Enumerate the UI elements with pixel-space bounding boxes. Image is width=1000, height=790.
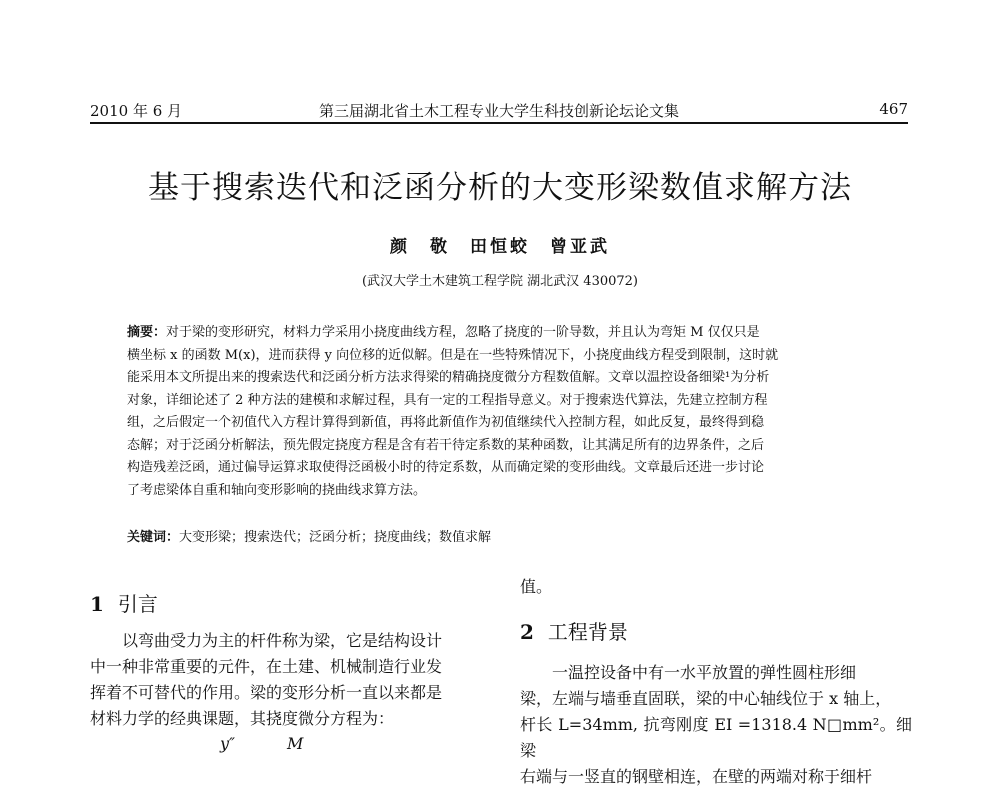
paper-authors: 颜 敬 田恒蛟 曾亚武 <box>390 237 610 257</box>
section-title: 工程背景 <box>547 620 628 644</box>
section-heading-introduction <box>90 588 486 618</box>
header-page-number: 467 <box>879 100 908 118</box>
abstract-line: 了考虑梁体自重和轴向变形影响的挠曲线求算方法。 <box>127 482 427 498</box>
right-column <box>520 574 912 790</box>
paper-affiliation: (武汉大学土木建筑工程学院 湖北武汉 430072) <box>361 274 639 289</box>
abstract-line: 对象，详细论述了 2 种方法的建模和求解过程，具有一定的工程指导意义。对于搜索迭代算法，先建立控制方程 <box>127 392 768 408</box>
section-title: 引言 <box>117 592 158 616</box>
paper-title: 基于搜索迭代和泛函分析的大变形梁数值求解方法 <box>148 170 852 206</box>
abstract-label: 摘要： <box>127 325 167 340</box>
section-heading-background <box>520 616 912 646</box>
abstract-line: 态解；对于泛函分析解法，预先假定挠度方程是含有若干待定系数的某种函数，让其满足所有的边界条件，之后 <box>127 437 765 453</box>
paragraph-line: 材料力学的经典课题，其挠度微分方程为： <box>90 709 395 728</box>
continuation-text: 值。 <box>520 577 553 596</box>
paragraph-line: 杆长 L=34mm, 抗弯刚度 EI =1318.4 N□mm²。细梁 <box>520 715 912 760</box>
keywords-label: 关键词： <box>127 530 180 545</box>
paragraph-line: 一温控设备中有一水平放置的弹性圆柱形细 <box>552 663 857 682</box>
section-number: 1 <box>90 592 104 616</box>
header-journal: 第三届湖北省土木工程专业大学生科技创新论坛论文集 <box>318 102 679 120</box>
paragraph-line: 以弯曲受力为主的杆件称为梁，它是结构设计 <box>122 631 443 650</box>
paragraph-line: 右端与一竖直的钢壁相连，在壁的两端对称于细杆 <box>520 767 873 786</box>
abstract-line: 能采用本文所提出来的搜索迭代和泛函分析方法求得梁的精确挠度微分方程数值解。文章以温控设备细梁¹为分析 <box>127 370 770 385</box>
formula-moment: M <box>287 734 304 753</box>
abstract-line: 组，之后假定一个初值代入方程计算得到新值，再将此新值作为初值继续代入控制方程，如此反复，最终得到稳 <box>127 415 765 430</box>
left-column <box>90 588 486 753</box>
introduction-paragraph <box>90 628 486 732</box>
keywords-text: 大变形梁；搜索迭代；泛函分析；挠度曲线；数值求解 <box>179 530 492 545</box>
abstract <box>127 322 877 502</box>
paragraph-line: 梁，左端与墙垂直固联，梁的中心轴线位于 x 轴上， <box>520 689 892 708</box>
section-number: 2 <box>520 620 534 644</box>
abstract-line: 横坐标 x 的函数 M(x)，进而获得 y 向位移的近似解。但是在一些特殊情况下，小挠度曲线方程受到限制，这时就 <box>127 347 779 363</box>
paragraph-line: 中一种非常重要的元件，在土建、机械制造行业发 <box>90 657 443 676</box>
abstract-line: 摘要：对于梁的变形研究，材料力学采用小挠度曲线方程，忽略了挠度的一阶导数，并且认为弯矩 M 仅仅只是 <box>127 325 760 340</box>
running-header <box>90 100 908 124</box>
keywords <box>127 526 877 545</box>
header-date: 2010 年 6 月 <box>90 102 183 120</box>
background-paragraph <box>520 660 912 790</box>
abstract-line: 构造残差泛函，通过偏导运算求取使得泛函极小时的待定系数，从而确定梁的变形曲线。文章最后还进一步讨论 <box>127 460 765 475</box>
deflection-formula <box>220 734 486 753</box>
formula-y-second-derivative: y″ <box>220 734 236 753</box>
paragraph-line: 挥着不可替代的作用。梁的变形分析一直以来都是 <box>90 683 443 702</box>
